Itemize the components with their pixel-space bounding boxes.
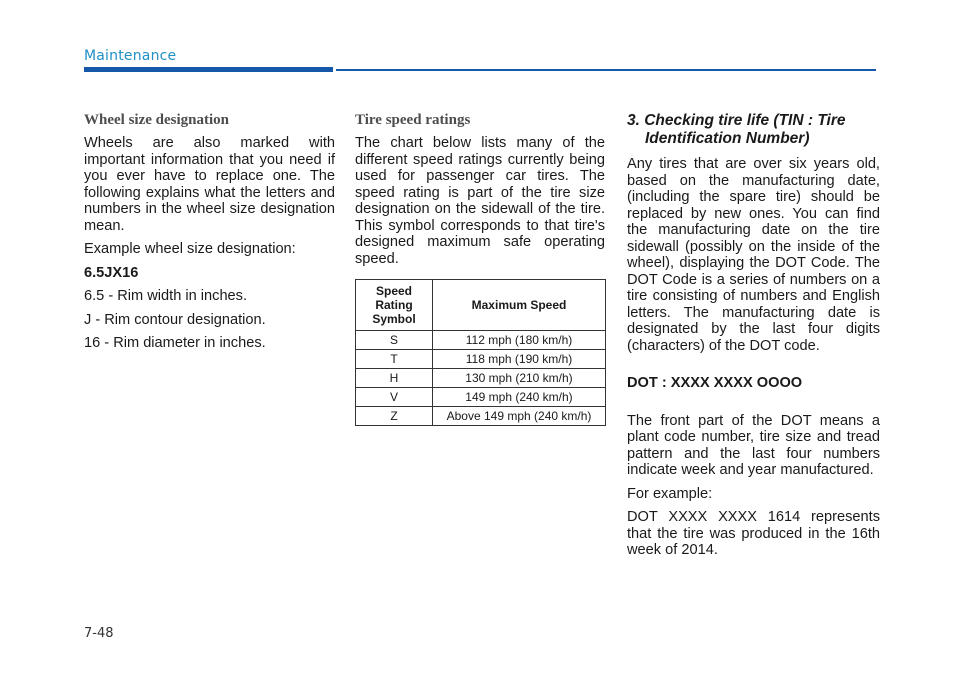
table-cell-symbol: Z <box>356 407 433 426</box>
list-item: 6.5 - Rim width in inches. <box>84 288 248 304</box>
column-header-speed: Maximum Speed <box>433 280 606 331</box>
table-header-row <box>356 280 606 331</box>
page-number: 7-48 <box>84 626 114 641</box>
tire-life-heading: 3. Checking tire life (TIN : Tire Identification Number) <box>627 112 846 147</box>
table-row <box>356 407 606 426</box>
table-row <box>356 331 606 350</box>
header-rule-thin <box>336 69 876 71</box>
speed-ratings-heading: Tire speed ratings <box>355 112 471 128</box>
table-cell-speed: Above 149 mph (240 km/h) <box>433 407 606 426</box>
table-cell-symbol: V <box>356 388 433 407</box>
dot-explanation: The front part of the DOT means a plant code number, tire size and tread pattern and the last four numbers indicate week and year manufactured. <box>627 412 880 478</box>
speed-ratings-intro: The chart below lists many of the different speed ratings currently being used for passenger car tires. The speed rating is part of the tire size designation on the sidewall of the tire. This symbol corresponds to that tire's designed maximum safe operating speed. <box>355 135 605 267</box>
spacer <box>627 361 880 375</box>
spacer <box>627 399 880 413</box>
header-rule-thick <box>84 67 333 72</box>
table-row <box>356 350 606 369</box>
column-header-symbol: Speed Rating Symbol <box>356 280 433 331</box>
wheel-size-heading: Wheel size designation <box>84 112 229 128</box>
column-wheel-size <box>84 112 335 359</box>
table-cell-speed: 112 mph (180 km/h) <box>433 331 606 350</box>
wheel-size-intro: Wheels are also marked with important information that you need if you ever have to replace one. The following explains what the letters and numbers in the wheel size designation mean. <box>84 135 335 234</box>
table-cell-speed: 130 mph (210 km/h) <box>433 369 606 388</box>
dot-example: DOT XXXX XXXX 1614 represents that the tire was produced in the 16th week of 2014. <box>627 509 880 558</box>
example-label: For example: <box>627 485 713 502</box>
column-speed-ratings <box>355 112 605 426</box>
example-label: Example wheel size designation: <box>84 241 296 257</box>
tire-life-paragraph: Any tires that are over six years old, based on the manufacturing date, (including the spare tire) should be replaced by new ones. You can find the manufacturing date on the tire sidewall (possibly on the inside of the wheel), displaying the DOT Code. The DOT Code is a series of numbers on a tire consisting of numbers and English letters. The manufacturing date is designated by the last four digits (characters) of the DOT code. <box>627 156 880 354</box>
list-item: J - Rim contour designation. <box>84 311 266 328</box>
table-cell-symbol: S <box>356 331 433 350</box>
speed-rating-table <box>355 279 606 426</box>
section-title: Maintenance <box>84 48 177 64</box>
table-cell-symbol: H <box>356 369 433 388</box>
table-cell-speed: 149 mph (240 km/h) <box>433 388 606 407</box>
table-row <box>356 388 606 407</box>
table-cell-symbol: T <box>356 350 433 369</box>
list-item: 16 - Rim diameter in inches. <box>84 335 266 351</box>
dot-code: DOT : XXXX XXXX OOOO <box>627 375 803 391</box>
table-row <box>356 369 606 388</box>
example-code: 6.5JX16 <box>84 264 139 281</box>
table-cell-speed: 118 mph (190 km/h) <box>433 350 606 369</box>
column-tire-life <box>627 112 880 566</box>
